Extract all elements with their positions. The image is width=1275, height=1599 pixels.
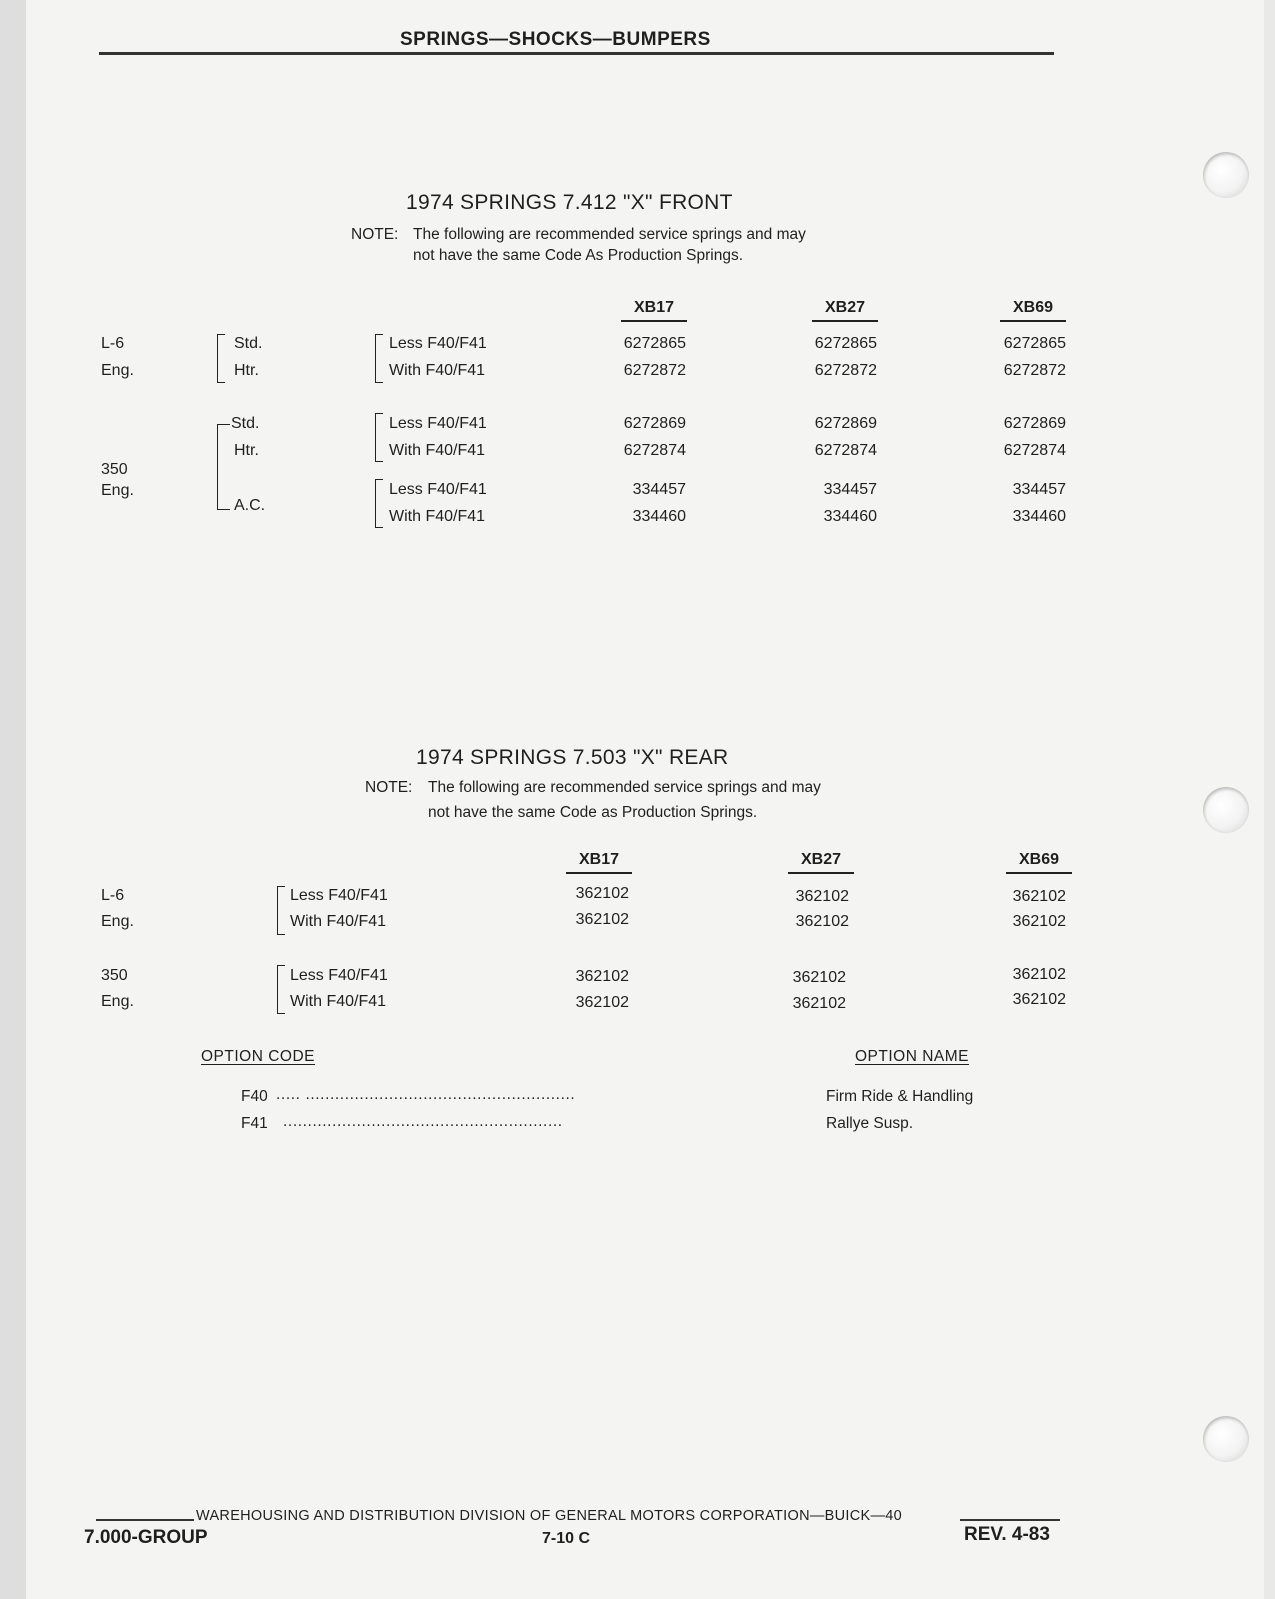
front-cell: 6272874: [623, 442, 686, 459]
rear-cell: 362102: [575, 885, 629, 902]
equipment-label: Htr.: [234, 442, 259, 459]
front-cell: 6272874: [1003, 442, 1066, 459]
front-cell: 6272872: [1003, 362, 1066, 379]
bracket: [375, 334, 383, 383]
front-cell: 6272872: [623, 362, 686, 379]
rear-column-header-xb69: XB69: [1006, 851, 1072, 874]
bracket: [217, 424, 230, 510]
front-cell: 334460: [823, 508, 877, 525]
footer-rule-left: [96, 1519, 194, 1521]
option-name-header: OPTION NAME: [855, 1048, 970, 1065]
footer-revision: REV. 4-83: [964, 1524, 1050, 1545]
front-cell: 334457: [632, 481, 686, 498]
rear-option-label: With F40/F41: [290, 913, 387, 930]
footer-division-line: WAREHOUSING AND DISTRIBUTION DIVISION OF GENERAL MOTORS CORPORATION—BUICK—40: [196, 1508, 902, 1524]
equipment-label: Std.: [234, 335, 263, 352]
bracket: [217, 334, 225, 383]
rear-cell: 362102: [795, 913, 849, 930]
rear-column-header-xb17: XB17: [566, 851, 632, 874]
rear-note-label: NOTE:: [365, 779, 413, 796]
front-cell: 6272874: [814, 442, 877, 459]
front-option-label: Less F40/F41: [389, 335, 487, 352]
front-option-label: With F40/F41: [389, 508, 486, 525]
front-cell: 334460: [1012, 508, 1066, 525]
front-cell: 6272869: [1003, 415, 1066, 432]
front-cell: 6272872: [814, 362, 877, 379]
rear-engine-label: Eng.: [101, 993, 134, 1010]
rear-cell: 362102: [575, 994, 629, 1011]
equipment-label: Htr.: [234, 362, 259, 379]
front-section-title: 1974 SPRINGS 7.412 "X" FRONT: [406, 191, 733, 214]
footer-rule-right: [960, 1519, 1060, 1521]
binder-hole: [1203, 152, 1249, 198]
rear-cell: 362102: [1012, 913, 1066, 930]
option-name: Rallye Susp.: [826, 1115, 914, 1132]
bracket: [375, 479, 383, 528]
front-cell: 6272865: [814, 335, 877, 352]
rear-option-label: Less F40/F41: [290, 887, 388, 904]
page-header-title: SPRINGS—SHOCKS—BUMPERS: [400, 29, 711, 50]
rear-option-label: With F40/F41: [290, 993, 387, 1010]
page-edge: [0, 0, 26, 1599]
option-code: F41: [241, 1115, 268, 1132]
front-note-label: NOTE:: [351, 226, 399, 243]
front-cell: 6272865: [1003, 335, 1066, 352]
rear-cell: 362102: [575, 911, 629, 928]
rear-cell: 362102: [1012, 966, 1066, 983]
option-code: F40: [241, 1088, 268, 1105]
rear-cell: 362102: [792, 969, 846, 986]
footer-page-number: 7-10 C: [542, 1530, 591, 1547]
rear-cell: 362102: [1012, 991, 1066, 1008]
option-leader-dots: .........................................................: [283, 1113, 563, 1130]
option-name: Firm Ride & Handling: [826, 1088, 974, 1105]
front-option-label: Less F40/F41: [389, 481, 487, 498]
header-rule: [99, 52, 1054, 55]
rear-engine-label: 350: [101, 967, 128, 984]
front-engine-label: Eng.: [101, 482, 134, 499]
rear-cell: 362102: [1012, 888, 1066, 905]
rear-section-title: 1974 SPRINGS 7.503 "X" REAR: [416, 746, 729, 769]
equipment-label: A.C.: [234, 497, 266, 514]
front-note-line2: not have the same Code As Production Springs.: [413, 247, 744, 264]
rear-engine-label: Eng.: [101, 913, 134, 930]
rear-engine-label: L-6: [101, 887, 125, 904]
front-note-line1: The following are recommended service springs and may: [413, 226, 806, 243]
front-cell: 334460: [632, 508, 686, 525]
front-column-header-xb27: XB27: [812, 299, 878, 322]
option-code-header: OPTION CODE: [201, 1048, 316, 1065]
rear-cell: 362102: [792, 995, 846, 1012]
footer-group: 7.000-GROUP: [84, 1527, 208, 1548]
rear-note-line1: The following are recommended service springs and may: [428, 779, 821, 796]
bracket: [277, 886, 285, 935]
rear-cell: 362102: [575, 968, 629, 985]
front-option-label: Less F40/F41: [389, 415, 487, 432]
front-column-header-xb17: XB17: [621, 299, 687, 322]
front-cell: 6272865: [623, 335, 686, 352]
rear-option-label: Less F40/F41: [290, 967, 388, 984]
bracket: [277, 965, 285, 1014]
bracket: [375, 413, 383, 462]
front-cell: 6272869: [623, 415, 686, 432]
option-leader-dots: ..... .......................................................: [276, 1086, 576, 1103]
front-engine-label: 350: [101, 461, 128, 478]
front-option-label: With F40/F41: [389, 362, 486, 379]
front-option-label: With F40/F41: [389, 442, 486, 459]
front-engine-label: Eng.: [101, 362, 134, 379]
front-cell: 6272869: [814, 415, 877, 432]
rear-column-header-xb27: XB27: [788, 851, 854, 874]
rear-note-line2: not have the same Code as Production Springs.: [428, 804, 758, 821]
front-engine-label: L-6: [101, 335, 125, 352]
equipment-label: Std.: [231, 415, 260, 432]
binder-hole: [1203, 1416, 1249, 1462]
front-cell: 334457: [823, 481, 877, 498]
front-cell: 334457: [1012, 481, 1066, 498]
front-column-header-xb69: XB69: [1000, 299, 1066, 322]
rear-cell: 362102: [795, 888, 849, 905]
binder-hole: [1203, 787, 1249, 833]
